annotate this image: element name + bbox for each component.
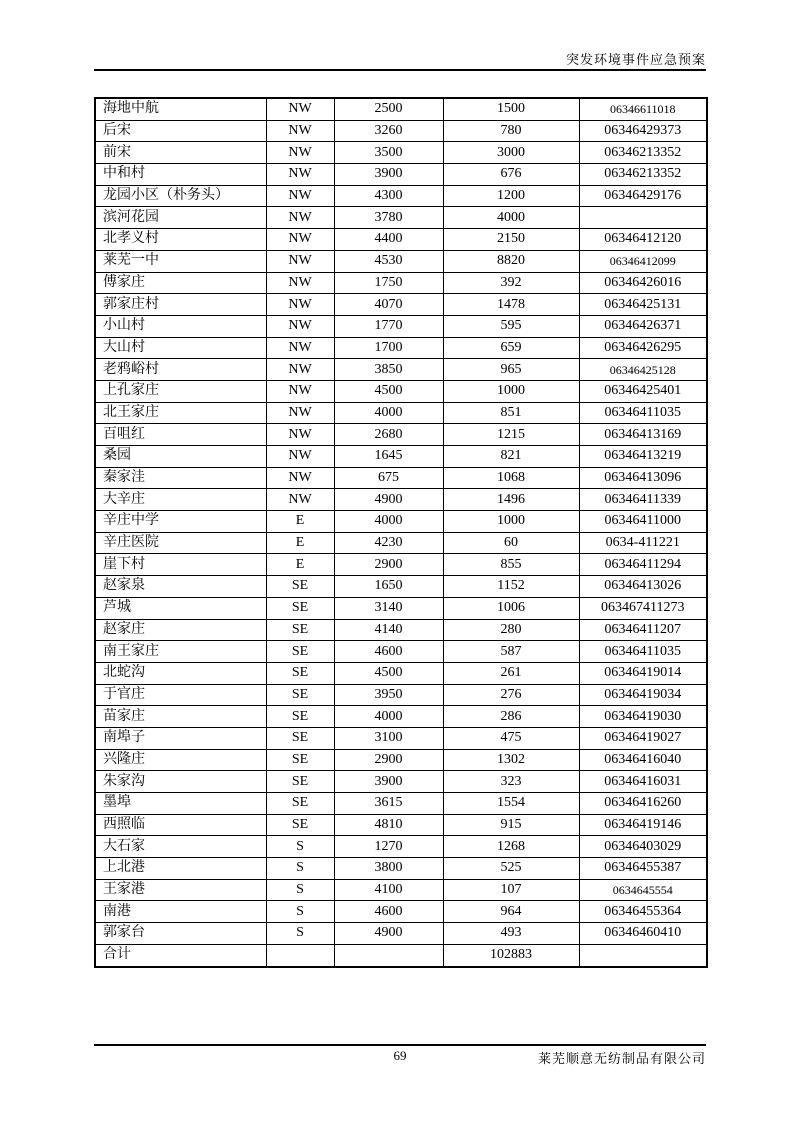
cell-direction: NW — [266, 142, 334, 164]
table-row — [95, 446, 707, 468]
cell-direction: E — [266, 554, 334, 576]
cell-phone: 06346413219 — [579, 446, 707, 468]
cell-phone: 06346611018 — [579, 98, 707, 120]
cell-direction: S — [266, 879, 334, 901]
table-row — [95, 207, 707, 229]
cell-phone: 06346426295 — [579, 337, 707, 359]
cell-direction: S — [266, 858, 334, 880]
cell-name: 海地中航 — [95, 98, 266, 120]
contact-table-body — [95, 98, 707, 967]
cell-phone: 06346411000 — [579, 511, 707, 533]
table-row — [95, 597, 707, 619]
cell-direction: SE — [266, 576, 334, 598]
cell-name: 芦城 — [95, 597, 266, 619]
cell-population: 1006 — [443, 597, 579, 619]
cell-population: 1268 — [443, 836, 579, 858]
cell-direction: S — [266, 901, 334, 923]
cell-direction: SE — [266, 706, 334, 728]
cell-population: 261 — [443, 662, 579, 684]
cell-name: 赵家庄 — [95, 619, 266, 641]
table-row — [95, 337, 707, 359]
cell-phone: 06346413096 — [579, 467, 707, 489]
cell-population: 525 — [443, 858, 579, 880]
cell-name: 南埠子 — [95, 727, 266, 749]
table-row — [95, 467, 707, 489]
cell-name: 大辛庄 — [95, 489, 266, 511]
cell-direction: NW — [266, 489, 334, 511]
cell-phone: 06346425401 — [579, 380, 707, 402]
cell-direction: NW — [266, 380, 334, 402]
cell-direction: SE — [266, 793, 334, 815]
cell-phone: 0634-411221 — [579, 532, 707, 554]
cell-population: 915 — [443, 814, 579, 836]
cell-name: 桑园 — [95, 446, 266, 468]
cell-name: 辛庄医院 — [95, 532, 266, 554]
cell-name: 大山村 — [95, 337, 266, 359]
cell-direction: SE — [266, 771, 334, 793]
cell-direction: E — [266, 532, 334, 554]
cell-distance: 4810 — [334, 814, 443, 836]
cell-direction: E — [266, 511, 334, 533]
header-divider — [94, 69, 706, 71]
table-row — [95, 185, 707, 207]
cell-population: 323 — [443, 771, 579, 793]
cell-phone: 06346411294 — [579, 554, 707, 576]
cell-phone — [579, 207, 707, 229]
table-row — [95, 120, 707, 142]
cell-population: 1200 — [443, 185, 579, 207]
cell-distance: 4000 — [334, 511, 443, 533]
cell-distance: 4070 — [334, 294, 443, 316]
cell-phone: 06346426371 — [579, 315, 707, 337]
cell-direction: NW — [266, 402, 334, 424]
cell-phone: 06346419146 — [579, 814, 707, 836]
cell-phone: 06346460410 — [579, 923, 707, 945]
cell-name: 辛庄中学 — [95, 511, 266, 533]
table-row — [95, 662, 707, 684]
cell-name: 兴隆庄 — [95, 749, 266, 771]
table-row — [95, 532, 707, 554]
cell-phone: 06346416031 — [579, 771, 707, 793]
cell-phone: 06346425131 — [579, 294, 707, 316]
cell-name: 莱芜一中 — [95, 250, 266, 272]
cell-name: 墨埠 — [95, 793, 266, 815]
cell-phone: 063467411273 — [579, 597, 707, 619]
cell-distance: 3800 — [334, 858, 443, 880]
table-row — [95, 294, 707, 316]
table-row — [95, 576, 707, 598]
cell-population: 475 — [443, 727, 579, 749]
table-row — [95, 402, 707, 424]
cell-name: 百咀红 — [95, 424, 266, 446]
cell-direction: NW — [266, 337, 334, 359]
cell-distance: 4100 — [334, 879, 443, 901]
cell-distance: 1700 — [334, 337, 443, 359]
cell-phone: 06346429373 — [579, 120, 707, 142]
cell-distance: 4000 — [334, 402, 443, 424]
cell-population: 4000 — [443, 207, 579, 229]
cell-population: 2150 — [443, 229, 579, 251]
cell-distance: 1770 — [334, 315, 443, 337]
cell-direction: SE — [266, 619, 334, 641]
cell-phone: 06346413169 — [579, 424, 707, 446]
table-row — [95, 359, 707, 381]
cell-name: 郭家庄村 — [95, 294, 266, 316]
cell-distance: 4530 — [334, 250, 443, 272]
cell-distance: 2900 — [334, 554, 443, 576]
cell-phone: 06346213352 — [579, 142, 707, 164]
cell-name: 滨河花园 — [95, 207, 266, 229]
cell-distance: 3260 — [334, 120, 443, 142]
cell-name: 上北港 — [95, 858, 266, 880]
cell-direction: NW — [266, 250, 334, 272]
cell-population: 1068 — [443, 467, 579, 489]
cell-name: 老鸦峪村 — [95, 359, 266, 381]
table-row — [95, 641, 707, 663]
table-row — [95, 793, 707, 815]
cell-distance: 3780 — [334, 207, 443, 229]
cell-distance: 1645 — [334, 446, 443, 468]
cell-distance: 1750 — [334, 272, 443, 294]
cell-phone: 06346413026 — [579, 576, 707, 598]
table-row — [95, 944, 707, 966]
cell-population: 493 — [443, 923, 579, 945]
cell-population: 965 — [443, 359, 579, 381]
cell-population: 1152 — [443, 576, 579, 598]
cell-name: 龙园小区（朴务头） — [95, 185, 266, 207]
cell-population: 8820 — [443, 250, 579, 272]
table-row — [95, 272, 707, 294]
cell-name: 北蛇沟 — [95, 662, 266, 684]
cell-name: 中和村 — [95, 164, 266, 186]
table-row — [95, 771, 707, 793]
cell-direction: SE — [266, 814, 334, 836]
cell-phone: 06346419034 — [579, 684, 707, 706]
cell-distance: 4230 — [334, 532, 443, 554]
cell-name: 南王家庄 — [95, 641, 266, 663]
cell-name: 于官庄 — [95, 684, 266, 706]
cell-direction: NW — [266, 424, 334, 446]
cell-name: 王家港 — [95, 879, 266, 901]
cell-direction: SE — [266, 662, 334, 684]
cell-distance: 3900 — [334, 771, 443, 793]
table-row — [95, 619, 707, 641]
table-row — [95, 836, 707, 858]
cell-distance: 3140 — [334, 597, 443, 619]
cell-direction: NW — [266, 164, 334, 186]
cell-name: 上孔家庄 — [95, 380, 266, 402]
cell-distance: 2680 — [334, 424, 443, 446]
cell-name: 崖下村 — [95, 554, 266, 576]
cell-direction: NW — [266, 98, 334, 120]
cell-distance: 4600 — [334, 901, 443, 923]
table-row — [95, 858, 707, 880]
cell-phone: 06346412099 — [579, 250, 707, 272]
cell-name: 秦家洼 — [95, 467, 266, 489]
cell-phone: 06346411035 — [579, 402, 707, 424]
table-row — [95, 315, 707, 337]
cell-distance: 4500 — [334, 662, 443, 684]
table-row — [95, 923, 707, 945]
table-row — [95, 814, 707, 836]
cell-direction: SE — [266, 727, 334, 749]
footer-company-name: 莱芜顺意无纺制品有限公司 — [537, 1051, 706, 1066]
cell-distance: 4500 — [334, 380, 443, 402]
table-row — [95, 684, 707, 706]
cell-phone: 06346411035 — [579, 641, 707, 663]
cell-name: 郭家台 — [95, 923, 266, 945]
cell-direction: NW — [266, 207, 334, 229]
cell-phone — [579, 944, 707, 966]
cell-population: 676 — [443, 164, 579, 186]
cell-population: 3000 — [443, 142, 579, 164]
cell-name: 后宋 — [95, 120, 266, 142]
cell-phone: 06346416040 — [579, 749, 707, 771]
cell-direction: SE — [266, 684, 334, 706]
table-row — [95, 164, 707, 186]
cell-distance: 1270 — [334, 836, 443, 858]
cell-name: 西照临 — [95, 814, 266, 836]
cell-name: 傅家庄 — [95, 272, 266, 294]
footer-divider — [94, 1044, 706, 1046]
table-row — [95, 424, 707, 446]
cell-direction: NW — [266, 359, 334, 381]
cell-name: 小山村 — [95, 315, 266, 337]
page-number: 69 — [393, 1048, 407, 1063]
cell-direction — [266, 944, 334, 966]
cell-phone: 06346419027 — [579, 727, 707, 749]
cell-population: 1215 — [443, 424, 579, 446]
cell-population: 276 — [443, 684, 579, 706]
cell-phone: 06346411207 — [579, 619, 707, 641]
cell-direction: NW — [266, 315, 334, 337]
table-row — [95, 98, 707, 120]
table-row — [95, 706, 707, 728]
cell-distance: 3100 — [334, 727, 443, 749]
cell-distance: 675 — [334, 467, 443, 489]
table-row — [95, 511, 707, 533]
cell-distance: 3900 — [334, 164, 443, 186]
cell-distance — [334, 944, 443, 966]
table-row — [95, 229, 707, 251]
cell-direction: NW — [266, 467, 334, 489]
cell-population: 1554 — [443, 793, 579, 815]
cell-phone: 06346429176 — [579, 185, 707, 207]
cell-direction: NW — [266, 294, 334, 316]
cell-direction: NW — [266, 229, 334, 251]
cell-population: 286 — [443, 706, 579, 728]
cell-distance: 1650 — [334, 576, 443, 598]
cell-distance: 3850 — [334, 359, 443, 381]
cell-distance: 4140 — [334, 619, 443, 641]
cell-phone: 06346213352 — [579, 164, 707, 186]
cell-phone: 06346403029 — [579, 836, 707, 858]
cell-distance: 4300 — [334, 185, 443, 207]
cell-population: 102883 — [443, 944, 579, 966]
cell-direction: SE — [266, 597, 334, 619]
cell-direction: S — [266, 836, 334, 858]
cell-direction: NW — [266, 272, 334, 294]
cell-name: 北孝义村 — [95, 229, 266, 251]
cell-direction: SE — [266, 641, 334, 663]
table-row — [95, 749, 707, 771]
cell-phone: 06346416260 — [579, 793, 707, 815]
cell-phone: 0634645554 — [579, 879, 707, 901]
cell-distance: 4600 — [334, 641, 443, 663]
cell-direction: S — [266, 923, 334, 945]
cell-population: 1496 — [443, 489, 579, 511]
table-row — [95, 727, 707, 749]
cell-phone: 06346411339 — [579, 489, 707, 511]
page-header-title: 突发环境事件应急预案 — [565, 52, 706, 67]
cell-distance: 2900 — [334, 749, 443, 771]
cell-population: 280 — [443, 619, 579, 641]
cell-distance: 3500 — [334, 142, 443, 164]
cell-population: 1302 — [443, 749, 579, 771]
cell-name: 朱家沟 — [95, 771, 266, 793]
cell-name: 前宋 — [95, 142, 266, 164]
cell-population: 1500 — [443, 98, 579, 120]
cell-population: 392 — [443, 272, 579, 294]
cell-name: 大石家 — [95, 836, 266, 858]
table-row — [95, 250, 707, 272]
table-row — [95, 554, 707, 576]
cell-distance: 4400 — [334, 229, 443, 251]
cell-distance: 2500 — [334, 98, 443, 120]
cell-direction: NW — [266, 446, 334, 468]
table-row — [95, 380, 707, 402]
table-row — [95, 489, 707, 511]
table-row — [95, 142, 707, 164]
cell-name: 北王家庄 — [95, 402, 266, 424]
cell-distance: 3615 — [334, 793, 443, 815]
cell-phone: 06346419014 — [579, 662, 707, 684]
cell-population: 855 — [443, 554, 579, 576]
cell-phone: 06346412120 — [579, 229, 707, 251]
cell-population: 1000 — [443, 380, 579, 402]
cell-distance: 3950 — [334, 684, 443, 706]
cell-phone: 06346455364 — [579, 901, 707, 923]
cell-name: 赵家泉 — [95, 576, 266, 598]
cell-population: 587 — [443, 641, 579, 663]
cell-population: 821 — [443, 446, 579, 468]
cell-population: 1478 — [443, 294, 579, 316]
cell-population: 1000 — [443, 511, 579, 533]
cell-name: 合计 — [95, 944, 266, 966]
cell-name: 苗家庄 — [95, 706, 266, 728]
cell-phone: 06346426016 — [579, 272, 707, 294]
cell-phone: 06346419030 — [579, 706, 707, 728]
cell-direction: NW — [266, 120, 334, 142]
cell-direction: SE — [266, 749, 334, 771]
cell-population: 851 — [443, 402, 579, 424]
cell-name: 南港 — [95, 901, 266, 923]
cell-population: 595 — [443, 315, 579, 337]
cell-phone: 06346455387 — [579, 858, 707, 880]
emergency-contact-table — [94, 97, 708, 968]
cell-distance: 4900 — [334, 489, 443, 511]
cell-population: 964 — [443, 901, 579, 923]
cell-population: 60 — [443, 532, 579, 554]
cell-distance: 4900 — [334, 923, 443, 945]
cell-distance: 4000 — [334, 706, 443, 728]
cell-phone: 06346425128 — [579, 359, 707, 381]
table-row — [95, 879, 707, 901]
cell-direction: NW — [266, 185, 334, 207]
cell-population: 107 — [443, 879, 579, 901]
cell-population: 659 — [443, 337, 579, 359]
cell-population: 780 — [443, 120, 579, 142]
table-row — [95, 901, 707, 923]
